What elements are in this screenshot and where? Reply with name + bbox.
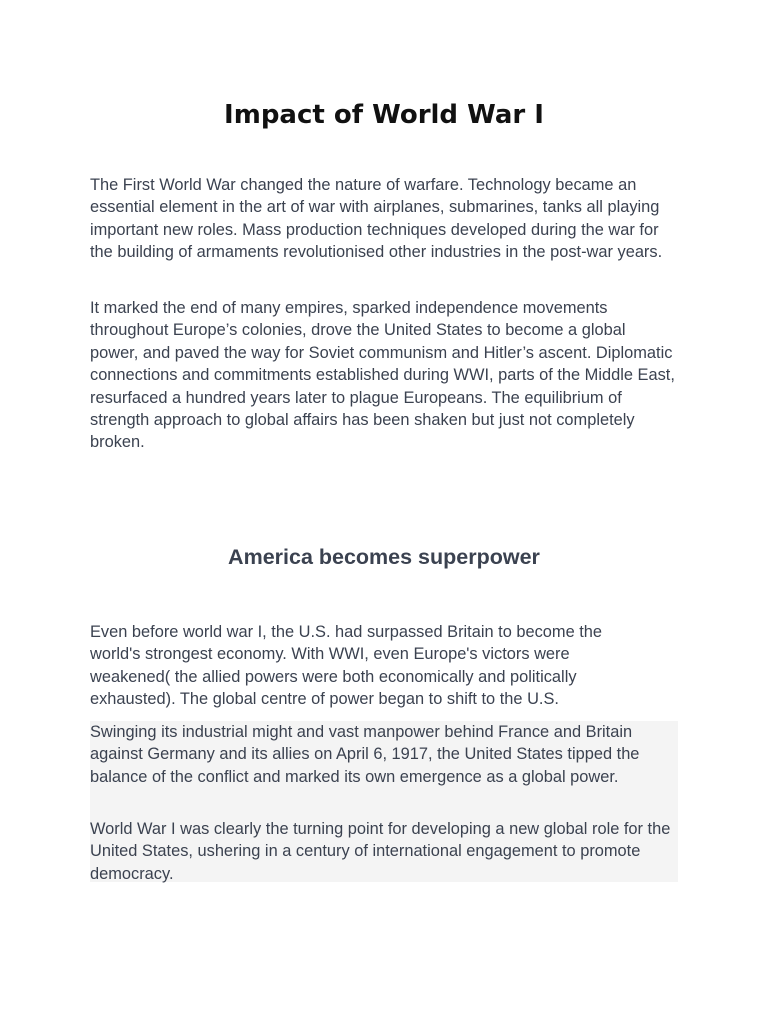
highlighted-paragraph-1: Swinging its industrial might and vast manpower behind France and Britain against Germany and its allies on April 6, 1917, the United States tipped the balance of the conflict and marked its own emergence as a global power. xyxy=(90,723,640,786)
section-heading: America becomes superpower xyxy=(228,545,540,569)
section-paragraph: Even before world war I, the U.S. had surpassed Britain to become the world's strongest economy. With WWI, even Europe's victors were weakened( the allied powers were both economically and politically exhausted). The global centre of power began to shift to the U.S. xyxy=(90,623,603,709)
highlighted-paragraph-2: World War I was clearly the turning point for developing a new global role for the United States, ushering in a century of international engagement to promote democracy. xyxy=(90,820,671,883)
highlighted-block xyxy=(90,721,678,882)
document-title: Impact of World War I xyxy=(224,100,544,130)
intro-paragraph-2: It marked the end of many empires, sparked independence movements throughout Europe’s colonies, drove the United States to become a global power, and paved the way for Soviet communism and Hitler’s ascent. Diplomatic connections and commitments established during WWI, parts of the Middle East, resurfaced a hundred years later to plague Europeans. The equilibrium of strength approach to global affairs has been shaken but just not completely broken. xyxy=(90,299,675,452)
intro-paragraph-1: The First World War changed the nature of warfare. Technology became an essential element in the art of war with airplanes, submarines, tanks all playing important new roles. Mass production techniques developed during the war for the building of armaments revolutionised other industries in the post-war years. xyxy=(90,176,663,262)
